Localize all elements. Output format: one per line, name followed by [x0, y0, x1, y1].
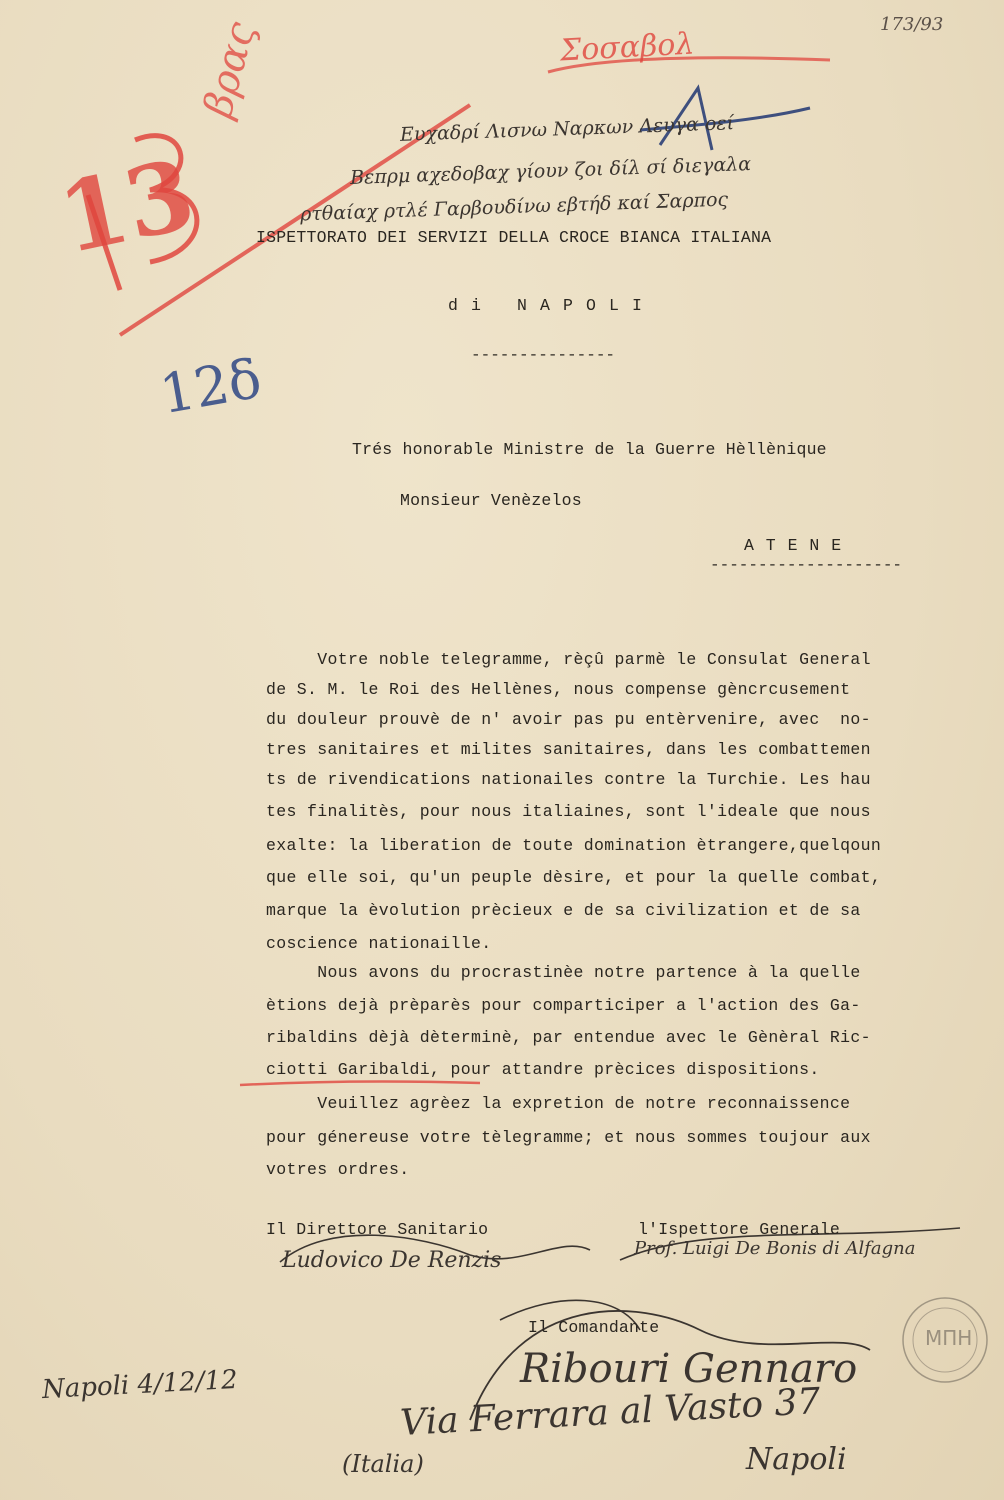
body-line-3: du douleur prouvè de n' avoir pas pu entèrvenire, avec no- — [266, 710, 871, 729]
red-pencil-side-word: βρας — [195, 17, 265, 122]
body-line-13: ribaldins dèjà dèterminè, par entendue avec le Gènèral Ric- — [266, 1028, 871, 1047]
letterhead-rule: --------------- — [471, 346, 616, 364]
body-line-10: coscience nationaille. — [266, 934, 492, 953]
body-line-6: tes finalitès, pour nous italiaines, sont l'ideale que nous — [266, 802, 871, 821]
country-note: (Italia) — [342, 1450, 424, 1478]
greek-note-line-3: ρτθαίαχ ρτλέ Γαρβουδίνω εβτήδ καί Σαρπος — [299, 188, 729, 226]
red-underline-garibaldi — [240, 1082, 480, 1085]
signature-left-name: Ludovico De Renzis — [282, 1248, 502, 1273]
handwritten-date: Napoli 4/12/12 — [41, 1364, 239, 1406]
body-line-15: Veuillez agrèez la expretion de notre reconnaissence — [266, 1094, 851, 1113]
commander-address-line-2: Napoli — [746, 1442, 847, 1477]
addressee-city: A T E N E — [744, 536, 843, 555]
body-line-16: pour génereuse votre tèlegramme; et nous sommes toujour aux — [266, 1128, 871, 1147]
greek-note-line-1: Ευχαδρί Λισνω Ναρκων Λευγα οεί — [399, 112, 735, 146]
red-pencil-word: Σοσαβολ — [559, 26, 696, 69]
body-line-4: tres sanitaires et milites sanitaires, dans les combattemen — [266, 740, 871, 759]
archive-stamp-text: ΜΠΗ — [925, 1326, 973, 1350]
addressee-line-2: Monsieur Venèzelos — [400, 491, 582, 510]
commander-title: Il Comandante — [528, 1318, 660, 1337]
body-line-11: Nous avons du procrastinèe notre partence à la quelle — [266, 963, 861, 982]
archive-reference: 173/93 — [880, 14, 944, 35]
red-pencil-number: 13 — [49, 137, 204, 276]
letterhead-title: ISPETTORATO DEI SERVIZI DELLA CROCE BIANCA ITALIANA — [256, 228, 772, 247]
body-line-17: votres ordres. — [266, 1160, 410, 1179]
blue-pencil-number: 12δ — [155, 346, 266, 427]
commander-address-line-1: Via Ferrara al Vasto 37 — [399, 1381, 822, 1444]
commander-signature: Ribouri Gennaro — [520, 1346, 858, 1392]
body-line-9: marque la èvolution prècieux e de sa civilization et de sa — [266, 901, 861, 920]
addressee-line-1: Trés honorable Ministre de la Guerre Hèllènique — [352, 440, 827, 459]
body-line-5: ts de rivendications nationailes contre la Turchie. Les hau — [266, 770, 871, 789]
addressee-rule: -------------------- — [710, 556, 903, 574]
body-line-8: que elle soi, qu'un peuple dèsire, et pour la quelle combat, — [266, 868, 882, 887]
body-line-14: ciotti Garibaldi, pour attandre prècices dispositions. — [266, 1060, 820, 1079]
greek-note-line-2: Βεπρμ αχεδοβαχ γίουν ζοι δίλ σί διεγαλα — [349, 153, 752, 189]
body-line-12: ètions dejà prèparès pour comparticiper a l'action des Ga- — [266, 996, 861, 1015]
signature-left-title: Il Direttore Sanitario — [266, 1220, 489, 1239]
letterhead-city: d i N A P O L I — [448, 296, 644, 315]
body-line-2: de S. M. le Roi des Hellènes, nous compense gèncrcusement — [266, 680, 851, 699]
body-line-1: Votre noble telegramme, rèçû parmè le Consulat General — [266, 650, 871, 669]
signature-right-name: Prof. Luigi De Bonis di Alfagna — [634, 1238, 916, 1259]
signature-right-title: l'Ispettore Generale — [638, 1220, 841, 1239]
body-line-7: exalte: la liberation de toute domination ètrangere,quelqoun — [266, 836, 882, 855]
